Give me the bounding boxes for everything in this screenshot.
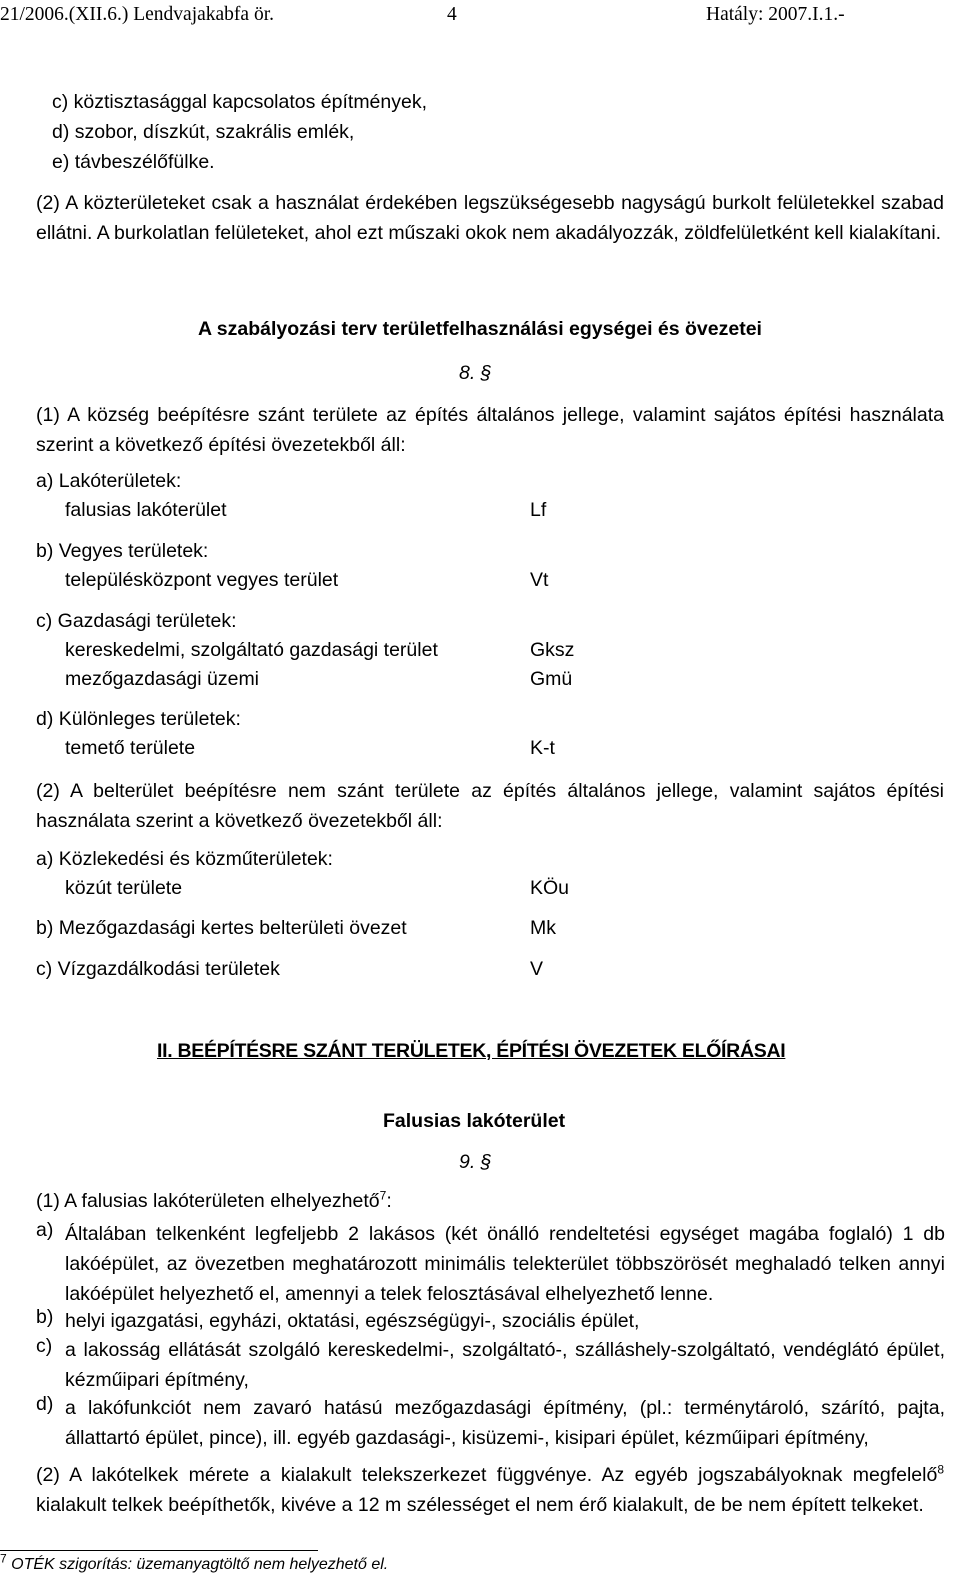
footnote-7	[0, 1551, 389, 1574]
chapter-title: II. BEÉPÍTÉSRE SZÁNT TERÜLETEK, ÉPÍTÉSI ÖVEZETEK ELŐÍRÁSAI	[157, 1040, 786, 1062]
paragraph-text: :	[386, 1190, 392, 1212]
zone-group-label: b) Vegyes területek:	[36, 540, 209, 562]
zone-code: Vt	[530, 569, 549, 591]
list-item-text: helyi igazgatási, egyházi, oktatási, egészségügyi-, szociális épület,	[65, 1310, 640, 1332]
zone-code: Gksz	[530, 639, 575, 661]
list-label: b)	[36, 1306, 54, 1328]
zone-name: mezőgazdasági üzemi	[65, 668, 260, 690]
paragraph-building-zones: (1) A község beépítésre szánt területe az építés általános jellege, valamint sajátos építési használata szerint a következő építési övezetekből áll:	[36, 404, 944, 456]
zone-code: K-t	[530, 737, 555, 759]
zone-group-label: c) Vízgazdálkodási területek	[36, 958, 280, 980]
paragraph-text: (2) A lakótelkek mérete a kialakult telekszerkezet függvénye. Az egyéb jogszabályoknak megfelelő	[36, 1464, 938, 1486]
zone-name: temető területe	[65, 737, 196, 759]
section-heading-village-residential: Falusias lakóterület	[383, 1110, 566, 1132]
paragraph-plot-sizes	[36, 1460, 944, 1520]
zone-code: KÖu	[530, 877, 570, 899]
zone-group-label: d) Különleges területek:	[36, 708, 241, 730]
zone-group-label: a) Közlekedési és közműterületek:	[36, 848, 333, 870]
zone-name: közút területe	[65, 877, 183, 899]
header-citation: 21/2006.(XII.6.) Lendvajakabfa ör.	[0, 4, 274, 25]
list-label: c)	[36, 1335, 53, 1357]
paragraph-sign-8: 8. §	[459, 362, 492, 384]
paragraph-allowed-buildings	[36, 1190, 392, 1213]
zone-code: V	[530, 958, 544, 980]
intro-list-item: c) köztisztasággal kapcsolatos építmények,	[52, 91, 428, 113]
footnote-ref-8[interactable]: 8	[937, 1462, 944, 1477]
list-label: a)	[36, 1219, 54, 1241]
zone-code: Mk	[530, 917, 556, 939]
zone-group-label: c) Gazdasági területek:	[36, 610, 237, 632]
header-page-number: 4	[447, 4, 457, 25]
footnote-number: 7	[0, 1551, 7, 1566]
footnote-ref-7[interactable]: 7	[379, 1188, 387, 1203]
zone-name: falusias lakóterület	[65, 499, 227, 521]
section-heading-land-use: A szabályozási terv területfelhasználási egységei és övezetei	[198, 318, 762, 340]
paragraph-public-areas: (2) A közterületeket csak a használat érdekében legszükségesebb nagyságú burkolt felületekkel szabad ellátni. A burkolatlan felületeket, ahol ezt műszaki okok nem akadályozzák, zöldfelületként kell kialakítani.	[36, 192, 944, 244]
paragraph-text: kialakult telkek beépíthetők, kivéve a 12 m szélességet el nem érő kialakult, de be nem épített telkeket.	[36, 1494, 924, 1516]
list-item-text: a lakófunkciót nem zavaró hatású mezőgazdasági építmény, (pl.: terménytároló, szárító, pajta, állattartó épület, pince), ill. egyéb gazdasági-, kisüzemi-, kisipari épület, kézműipari építmény,	[65, 1397, 945, 1449]
list-item-text: a lakosság ellátását szolgáló kereskedelmi-, szolgáltató-, szálláshely-szolgáltató, vendéglátó épület, kézműipari építmény,	[65, 1339, 945, 1391]
zone-group-label: b) Mezőgazdasági kertes belterületi övezet	[36, 917, 407, 939]
zone-code: Lf	[530, 499, 547, 521]
zone-name: kereskedelmi, szolgáltató gazdasági terület	[65, 639, 438, 661]
list-label: d)	[36, 1393, 54, 1415]
paragraph-sign-9: 9. §	[459, 1151, 492, 1173]
paragraph-text: (1) A falusias lakóterületen elhelyezhető	[36, 1190, 380, 1212]
header-effective-date: Hatály: 2007.I.1.-	[706, 4, 845, 25]
footnote-divider	[0, 1550, 318, 1551]
intro-list-item: d) szobor, díszkút, szakrális emlék,	[52, 121, 355, 143]
zone-code: Gmü	[530, 668, 573, 690]
footnote-text: OTÉK szigorítás: üzemanyagtöltő nem helyezhető el.	[6, 1556, 389, 1573]
paragraph-non-building-zones: (2) A belterület beépítésre nem szánt területe az építés általános jellege, valamint sajátos építési használata szerint a következő övezetekből áll:	[36, 780, 944, 832]
zone-group-label: a) Lakóterületek:	[36, 470, 182, 492]
intro-list-item: e) távbeszélőfülke.	[52, 151, 215, 173]
zone-name: településközpont vegyes terület	[65, 569, 339, 591]
list-item-text: Általában telkenként legfeljebb 2 lakásos (két önálló rendeltetési egységet magába foglaló) 1 db lakóépület, az övezetben meghatározott minimális telekterület többszörösét meghaladó telken annyi lakóépület helyezhető el, amennyi a telek felosztásával elhelyezhető lenne.	[65, 1223, 945, 1305]
